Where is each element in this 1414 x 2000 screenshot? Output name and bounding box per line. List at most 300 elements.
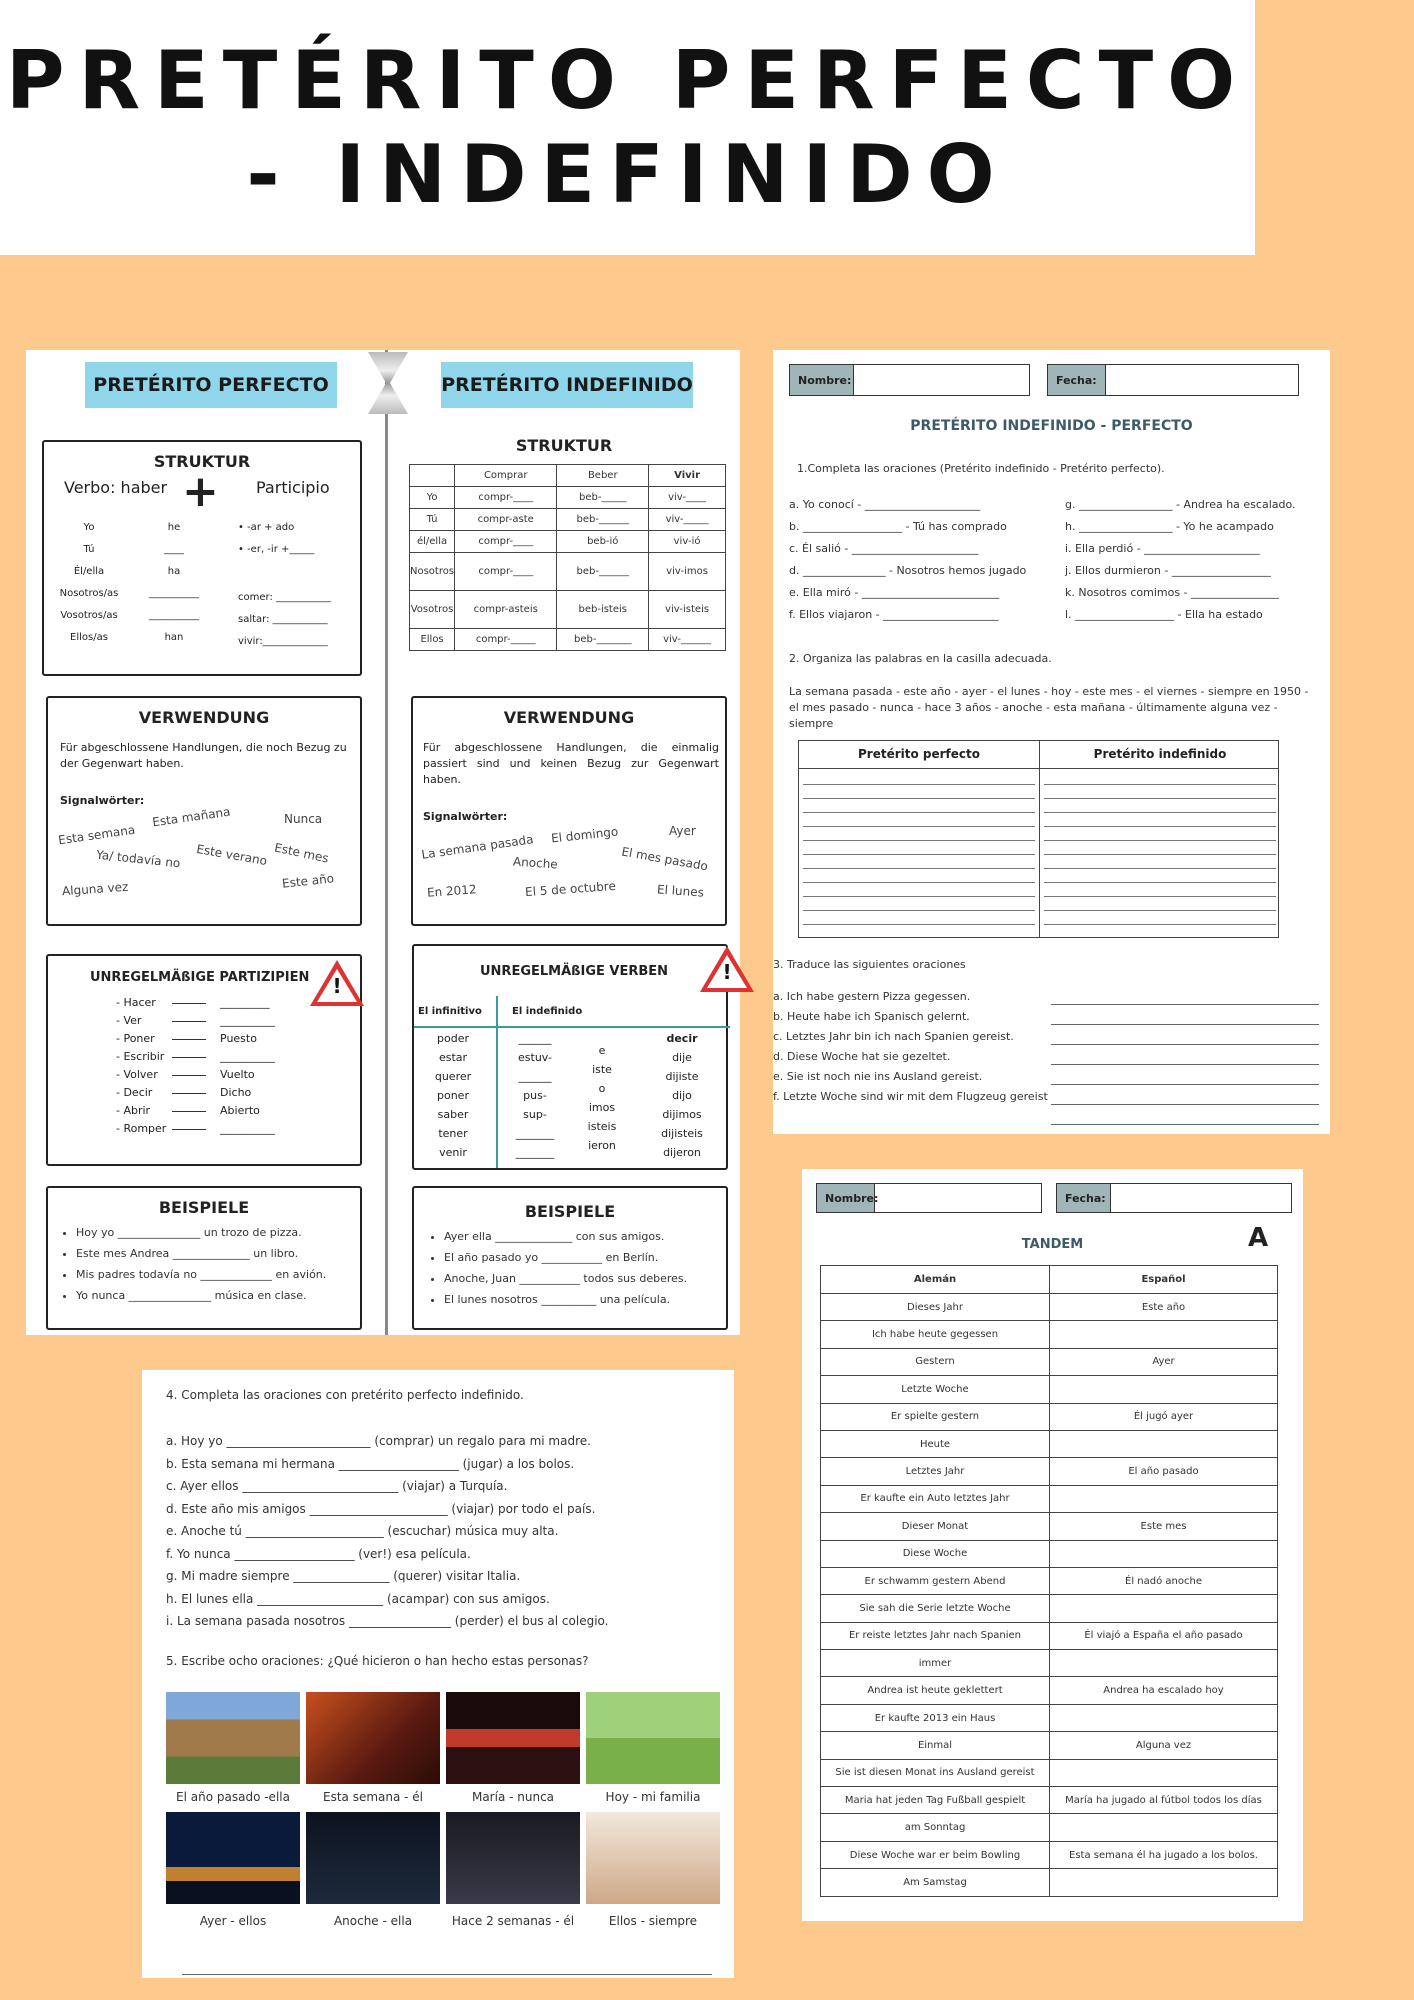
decir-form: dijiste (665, 1070, 699, 1083)
sort-col-a: Pretérito perfecto (857, 747, 980, 761)
example-sentence: • El año pasado yo ___________ en Berlín. (444, 1247, 722, 1268)
tandem-es-cell: Andrea ha escalado hoy (1050, 1677, 1278, 1704)
stem: pus- (523, 1089, 547, 1102)
conj-cell: viv-ió (649, 531, 726, 553)
verwendung-text: Für abgeschlossene Handlungen, die noch Bezug zu der Gegenwart haben. (60, 741, 347, 770)
q4-item: h. El lunes ella _____________________ (acampar) con sus amigos. (166, 1591, 550, 1606)
writing-sheet (142, 1370, 734, 1978)
tandem-table (820, 1265, 1278, 1897)
photo-caption: Hace 2 semanas - él (451, 1914, 575, 1928)
q3-item: d. Diese Woche hat sie gezeltet. (773, 1050, 951, 1063)
tandem-de-cell: Gestern (821, 1348, 1050, 1375)
tandem-es-cell[interactable] (1050, 1814, 1278, 1841)
tandem-es-cell[interactable] (1050, 1485, 1278, 1512)
infinitive: saber (437, 1108, 469, 1121)
participle-fill: vivir:_____________ (238, 636, 328, 647)
beispiele-list (76, 1222, 358, 1306)
teal-rule (414, 1026, 730, 1028)
tandem-row (821, 1704, 1278, 1731)
participle-fill: saltar: ___________ (238, 614, 328, 625)
photo (306, 1692, 440, 1784)
q1-item: e. Ella miró - _________________________ (789, 586, 1000, 599)
conj-cell: él/ella (410, 531, 455, 553)
decir-form: dijimos (662, 1108, 702, 1121)
exercise-sheet (773, 350, 1330, 1134)
participle-verb: - Hacer (116, 996, 156, 1009)
tab-indefinido: PRETÉRITO INDEFINIDO (441, 362, 693, 408)
page-title: PRETÉRITO PERFECTO - INDEFINIDO (5, 33, 1250, 221)
nombre-field-tandem[interactable] (816, 1183, 1042, 1213)
ending: iste (592, 1063, 612, 1076)
conj-header-cell (410, 465, 455, 487)
partizipien-heading: UNREGELMÄßIGE PARTIZIPIEN (90, 970, 310, 985)
q3-answer-line[interactable] (1051, 1044, 1319, 1045)
tandem-col-de: Alemán (821, 1266, 1050, 1294)
tandem-row (821, 1348, 1278, 1375)
tandem-de-cell: immer (821, 1650, 1050, 1677)
tandem-row (821, 1513, 1278, 1540)
tandem-es-cell[interactable] (1050, 1650, 1278, 1677)
tandem-es-cell: Alguna vez (1050, 1732, 1278, 1759)
q4-item: d. Este año mis amigos _______________________ (viajar) por todo el país. (166, 1501, 596, 1516)
arrow-icon (172, 1039, 206, 1040)
struktur-heading: STRUKTUR (153, 452, 251, 471)
photo (166, 1692, 300, 1784)
signal-word: El lunes (656, 882, 705, 900)
photo (166, 1812, 300, 1904)
photo (446, 1812, 580, 1904)
conj-cell: Ellos (410, 629, 455, 651)
signal-word: Ayer (669, 824, 696, 838)
fecha-label-tandem: Fecha: (1057, 1184, 1111, 1212)
conj-cell: beb-ió (557, 531, 649, 553)
q4-item: g. Mi madre siempre ________________ (querer) visitar Italia. (166, 1569, 521, 1583)
tandem-row (821, 1540, 1278, 1567)
tandem-de-cell: Andrea ist heute geklettert (821, 1677, 1050, 1704)
tandem-letter: A (1248, 1223, 1269, 1253)
decir-form: dijeron (663, 1146, 701, 1159)
conj-cell: compr-asteis (455, 591, 557, 629)
answer-line[interactable] (182, 1974, 712, 1975)
tandem-de-cell: Ich habe heute gegessen (821, 1321, 1050, 1348)
ending-rule: • -er, -ir +_____ (238, 544, 315, 555)
hourglass-icon (368, 352, 408, 414)
verwendung-heading-right: VERWENDUNG (503, 708, 635, 727)
signal-word: El 5 de octubre (524, 878, 617, 900)
verben-box (412, 944, 728, 1170)
verwendung-text-right: Für abgeschlossene Handlungen, die einmalig passiert sind und keinen Bezug zur Gegenwart haben. (423, 741, 719, 786)
signal-word: Esta semana (57, 822, 136, 848)
haber-form: __________ (149, 588, 199, 599)
signal-word: Este verano (195, 841, 269, 869)
photo-caption: Esta semana - él (322, 1790, 424, 1804)
fecha-field[interactable] (1047, 364, 1299, 396)
signal-word: El mes pasado (620, 844, 709, 874)
q1-item: g. _________________ - Andrea ha escalado. (1065, 498, 1296, 511)
tandem-es-cell[interactable] (1050, 1321, 1278, 1348)
conj-cell: viv-____ (649, 487, 726, 509)
decir-form: dijo (672, 1089, 692, 1102)
conj-row (410, 591, 726, 629)
conj-cell: compr-____ (455, 531, 557, 553)
q1-item: b. __________________ - Tú has comprado (789, 520, 1007, 533)
conj-row (410, 531, 726, 553)
participle-verb: - Romper (116, 1122, 167, 1135)
conj-cell: viv-_____ (649, 509, 726, 531)
conj-cell: Vosotros (410, 591, 455, 629)
infinitive: poder (437, 1032, 469, 1045)
stem: estuv- (518, 1051, 552, 1064)
stem: sup- (523, 1108, 547, 1121)
conj-cell: viv-isteis (649, 591, 726, 629)
q4-item: e. Anoche tú _______________________ (escuchar) música muy alta. (166, 1524, 559, 1538)
verbo-label: Verbo: haber (64, 478, 168, 497)
photo (586, 1812, 720, 1904)
tandem-de-cell: Einmal (821, 1732, 1050, 1759)
tandem-de-cell: Sie sah die Serie letzte Woche (821, 1595, 1050, 1622)
conj-header-row (410, 465, 726, 487)
q3-item: e. Sie ist noch nie ins Ausland gereist. (773, 1070, 983, 1083)
q3-answer-line[interactable] (1051, 1124, 1319, 1125)
q3-answer-line[interactable] (1051, 1104, 1319, 1105)
q1-item: h. _________________ - Yo he acampado (1065, 520, 1274, 533)
q4-item: i. La semana pasada nosotros _________________ (perder) el bus al colegio. (166, 1614, 609, 1628)
example-sentence: • Anoche, Juan ___________ todos sus deberes. (444, 1268, 722, 1289)
signal-word: Nunca (284, 812, 323, 826)
grammar-sheet (26, 350, 740, 1335)
beispiele-box-left (46, 1186, 362, 1330)
tandem-es-cell: Él viajó a España el año pasado (1050, 1622, 1278, 1649)
conj-header-cell: Vivir (649, 465, 726, 487)
photo-caption: María - nunca (471, 1790, 555, 1804)
tandem-col-es: Español (1050, 1266, 1278, 1294)
participle-form: __________ (220, 1050, 275, 1063)
title-banner (0, 0, 1255, 255)
tandem-es-cell: Él nadó anoche (1050, 1567, 1278, 1594)
verwendung-heading: VERWENDUNG (138, 708, 270, 727)
participle-verb: - Decir (116, 1086, 153, 1099)
conj-cell: compr-_____ (455, 629, 557, 651)
ending-rule: • -ar + ado (238, 522, 295, 533)
tandem-es-cell[interactable] (1050, 1430, 1278, 1457)
pronoun: Él/ella (73, 566, 105, 577)
fecha-field-tandem[interactable] (1056, 1183, 1292, 1213)
tandem-row (821, 1787, 1278, 1814)
conj-cell: beb-______ (557, 509, 649, 531)
participle-verb: - Escribir (116, 1050, 165, 1063)
example-sentence: • Ayer ella ______________ con sus amigos. (444, 1226, 722, 1247)
q3-item: a. Ich habe gestern Pizza gegessen. (773, 990, 971, 1003)
stem: ______ (518, 1032, 552, 1045)
tandem-row (821, 1567, 1278, 1594)
tandem-row (821, 1814, 1278, 1841)
conj-cell: beb-_____ (557, 487, 649, 509)
warning-icon-right: ! (700, 946, 754, 992)
q2-words: La semana pasada - este año - ayer - el lunes - hoy - este mes - el viernes - siempre en 1950 - el mes pasado - nunca - hace 3 años - anoche - esta mañana - últimamente alguna vez - siempre (789, 685, 1309, 730)
participle-form: __________ (220, 1122, 275, 1135)
participle-verb: - Abrir (116, 1104, 151, 1117)
tandem-de-cell: Maria hat jeden Tag Fußball gespielt (821, 1787, 1050, 1814)
signal-word: La semana pasada (420, 832, 535, 862)
arrow-icon (172, 1075, 206, 1076)
arrow-icon (172, 1093, 206, 1094)
ending: o (598, 1082, 606, 1095)
tandem-row (821, 1294, 1278, 1321)
conj-header-cell: Comprar (455, 465, 557, 487)
participle-verb: - Volver (116, 1068, 158, 1081)
conj-cell: viv-______ (649, 629, 726, 651)
plus-sign: + (182, 466, 219, 517)
tandem-de-cell: Er reiste letztes Jahr nach Spanien (821, 1622, 1050, 1649)
nombre-field[interactable] (789, 364, 1030, 396)
conj-cell: Nosotros (410, 553, 455, 591)
tandem-row (821, 1595, 1278, 1622)
tandem-de-cell: Am Samstag (821, 1869, 1050, 1896)
conj-header-cell: Beber (557, 465, 649, 487)
tandem-row (821, 1759, 1278, 1786)
tandem-row (821, 1485, 1278, 1512)
tandem-es-cell: Esta semana él ha jugado a los bolos. (1050, 1841, 1278, 1868)
stem: ______ (518, 1070, 552, 1083)
photo (306, 1812, 440, 1904)
tandem-es-cell[interactable] (1050, 1704, 1278, 1731)
example-sentence: • Este mes Andrea ______________ un libro. (76, 1243, 358, 1264)
tandem-row (821, 1677, 1278, 1704)
pronoun: Ellos/as (70, 632, 108, 643)
ending: imos (588, 1101, 616, 1114)
struktur-box-left (42, 440, 362, 676)
conj-cell: compr-____ (455, 487, 557, 509)
tandem-es-cell[interactable] (1050, 1540, 1278, 1567)
sort-table (798, 740, 1279, 938)
decir-form: dijisteis (661, 1127, 703, 1140)
signal-word: Esta mañana (151, 804, 232, 830)
example-sentence: • Yo nunca _______________ música en clase. (76, 1285, 358, 1306)
verwendung-box-right (411, 696, 727, 926)
verben-heading: UNREGELMÄßIGE VERBEN (480, 964, 669, 979)
arrow-icon (172, 1129, 206, 1130)
example-sentence: • El lunes nosotros __________ una película. (444, 1289, 722, 1310)
tandem-header-row (821, 1266, 1278, 1294)
tandem-es-cell[interactable] (1050, 1376, 1278, 1403)
infinitive: poner (437, 1089, 469, 1102)
conj-cell: beb-_______ (557, 629, 649, 651)
q3-item: f. Letzte Woche sind wir mit dem Flugzeug gereist (773, 1090, 1048, 1103)
q3-item: c. Letztes Jahr bin ich nach Spanien gereist. (773, 1030, 1014, 1043)
beispiele-box-right (412, 1186, 728, 1330)
arrow-icon (172, 1111, 206, 1112)
conj-cell: beb-isteis (557, 591, 649, 629)
signalwoerter-label-right: Signalwörter: (423, 810, 508, 823)
q4-item: a. Hoy yo ________________________ (comprar) un regalo para mi madre. (166, 1434, 591, 1448)
q1-item: c. Él salió - _______________________ (789, 542, 979, 555)
sort-lines-b[interactable] (1044, 771, 1276, 925)
example-sentence: • Hoy yo _______________ un trozo de pizza. (76, 1222, 358, 1243)
tandem-es-cell: Él jugó ayer (1050, 1403, 1278, 1430)
q1-item: j. Ellos durmieron - __________________ (1065, 564, 1271, 577)
q3-answer-line[interactable] (1051, 1004, 1319, 1005)
tandem-de-cell: am Sonntag (821, 1814, 1050, 1841)
q5-text: 5. Escribe ocho oraciones: ¿Qué hicieron o han hecho estas personas? (166, 1654, 589, 1668)
q3-answer-line[interactable] (1051, 1024, 1319, 1025)
tandem-es-cell: Este año (1050, 1294, 1278, 1321)
tandem-row (821, 1869, 1278, 1896)
photo-caption: Hoy - mi familia (605, 1790, 701, 1804)
stem: _______ (515, 1146, 555, 1159)
tandem-de-cell: Er schwamm gestern Abend (821, 1567, 1050, 1594)
signal-word: Alguna vez (61, 879, 129, 899)
tandem-es-cell: Este mes (1050, 1513, 1278, 1540)
q4-item: b. Esta semana mi hermana ____________________ (jugar) a los bolos. (166, 1456, 575, 1471)
ending: e (598, 1044, 606, 1057)
participle-form: Abierto (220, 1104, 260, 1117)
tandem-es-cell: El año pasado (1050, 1458, 1278, 1485)
beispiele-list-right (444, 1226, 722, 1310)
participle-verb: - Ver (116, 1014, 142, 1027)
q4-item: c. Ayer ellos __________________________ (viajar) a Turquía. (166, 1479, 508, 1493)
conj-cell: Yo (410, 487, 455, 509)
participle-fill: comer: ___________ (238, 592, 331, 603)
beispiele-heading-right: BEISPIELE (524, 1202, 616, 1221)
warning-icon: ! (310, 960, 364, 1006)
participle-form: Dicho (220, 1086, 252, 1099)
photo-caption: El año pasado -ella (176, 1790, 290, 1804)
q1-item: a. Yo conocí - _____________________ (789, 498, 981, 511)
tandem-de-cell: Er spielte gestern (821, 1403, 1050, 1430)
tandem-de-cell: Er kaufte ein Auto letztes Jahr (821, 1485, 1050, 1512)
conj-cell: viv-imos (649, 553, 726, 591)
infinitive: querer (434, 1070, 472, 1083)
arrow-icon (172, 1003, 206, 1004)
photo-caption: Ellos - siempre (608, 1914, 698, 1928)
sort-head-rule (799, 768, 1278, 769)
tandem-de-cell: Letztes Jahr (821, 1458, 1050, 1485)
infinitive: estar (438, 1051, 468, 1064)
tandem-row (821, 1622, 1278, 1649)
haber-form: __________ (149, 610, 199, 621)
signal-word: Este año (281, 871, 335, 891)
center-divider (385, 350, 388, 1335)
arrow-icon (172, 1057, 206, 1058)
pronoun: Nosotros/as (59, 588, 119, 599)
q1-item: d. _______________ - Nosotros hemos jugado (789, 564, 1027, 577)
tandem-de-cell: Diese Woche (821, 1540, 1050, 1567)
conj-row (410, 629, 726, 651)
signalwoerter-label: Signalwörter: (60, 794, 145, 807)
participle-form: Vuelto (220, 1068, 255, 1081)
tandem-de-cell: Sie ist diesen Monat ins Ausland gereist (821, 1759, 1050, 1786)
nombre-label-tandem: Nombre: (817, 1184, 875, 1212)
tandem-de-cell: Heute (821, 1430, 1050, 1457)
infinitive: tener (438, 1127, 468, 1140)
tandem-es-cell: María ha jugado al fútbol todos los días (1050, 1787, 1278, 1814)
photo-caption: Anoche - ella (333, 1914, 413, 1928)
tandem-es-cell[interactable] (1050, 1869, 1278, 1896)
haber-form: han (164, 632, 184, 643)
tandem-row (821, 1732, 1278, 1759)
q2-text: 2. Organiza las palabras en la casilla adecuada. (789, 652, 1052, 665)
q1-item: i. Ella perdió - _____________________ (1065, 542, 1260, 555)
sort-lines-a[interactable] (803, 771, 1035, 925)
q1-item: k. Nosotros comimos - ________________ (1065, 586, 1280, 599)
pronoun: Tú (83, 544, 95, 555)
example-sentence: • Mis padres todavía no _____________ en avión. (76, 1264, 358, 1285)
signal-word: Ya/ todavía no (95, 847, 181, 871)
tandem-row (821, 1841, 1278, 1868)
signal-word: En 2012 (426, 882, 477, 900)
nombre-label: Nombre: (790, 365, 854, 395)
photo (586, 1692, 720, 1784)
haber-form: ____ (164, 544, 184, 555)
tandem-de-cell: Er kaufte 2013 ein Haus (821, 1704, 1050, 1731)
haber-form: ha (167, 566, 181, 577)
participle-form: __________ (220, 1014, 275, 1027)
conj-row (410, 553, 726, 591)
infinitivo-head: El infinitivo (418, 1006, 482, 1017)
tandem-heading: TANDEM (1021, 1237, 1084, 1252)
photo-caption: Ayer - ellos (199, 1914, 267, 1928)
tandem-de-cell: Dieses Jahr (821, 1294, 1050, 1321)
q3-text: 3. Traduce las siguientes oraciones (773, 958, 966, 971)
exercise-heading: PRETÉRITO INDEFINIDO - PERFECTO (910, 418, 1193, 434)
participle-verb: - Poner (116, 1032, 155, 1045)
sort-col-divider (1039, 741, 1040, 937)
tandem-es-cell[interactable] (1050, 1595, 1278, 1622)
q1-item: f. Ellos viajaron - _____________________ (789, 608, 999, 621)
tandem-de-cell: Dieser Monat (821, 1513, 1050, 1540)
conj-row (410, 509, 726, 531)
signal-word: Este mes (273, 840, 330, 866)
tab-perfecto: PRETÉRITO PERFECTO (85, 362, 337, 408)
pronoun: Yo (83, 522, 95, 533)
arrow-icon (172, 1021, 206, 1022)
photo (446, 1692, 580, 1784)
participle-form: _________ (220, 996, 270, 1009)
tandem-row (821, 1321, 1278, 1348)
tandem-row (821, 1403, 1278, 1430)
beispiele-heading: BEISPIELE (158, 1198, 250, 1217)
q3-item: b. Heute habe ich Spanisch gelernt. (773, 1010, 970, 1023)
signal-word: Anoche (512, 854, 559, 872)
ending: ieron (588, 1139, 616, 1152)
sort-col-b: Pretérito indefinido (1093, 747, 1227, 761)
participle-form: Puesto (220, 1032, 257, 1045)
ending: isteis (587, 1120, 617, 1133)
q3-answer-line[interactable] (1051, 1084, 1319, 1085)
haber-form: he (167, 522, 181, 533)
q3-answer-line[interactable] (1051, 1064, 1319, 1065)
tandem-es-cell[interactable] (1050, 1759, 1278, 1786)
struktur-heading-right: STRUKTUR (515, 436, 613, 455)
q4-item: f. Yo nunca ____________________ (ver!) esa película. (166, 1546, 471, 1561)
stem: _______ (515, 1127, 555, 1140)
q1-item: l. __________________ - Ella ha estado (1065, 608, 1263, 621)
conj-cell: beb-______ (557, 553, 649, 591)
signal-word: El domingo (550, 824, 619, 846)
conj-cell: compr-aste (455, 509, 557, 531)
tandem-row (821, 1650, 1278, 1677)
q4-text: 4. Completa las oraciones con pretérito perfecto indefinido. (166, 1388, 524, 1402)
verwendung-box-left (46, 696, 362, 926)
infinitive: venir (439, 1146, 467, 1159)
decir-form: dije (672, 1051, 692, 1064)
fecha-label: Fecha: (1048, 365, 1106, 395)
pronoun: Vosotros/as (60, 610, 118, 621)
decir-form: decir (666, 1032, 698, 1045)
q1-text: 1.Completa las oraciones (Pretérito indefinido - Pretérito perfecto). (797, 462, 1165, 475)
conj-cell: Tú (410, 509, 455, 531)
conj-cell: compr-____ (455, 553, 557, 591)
